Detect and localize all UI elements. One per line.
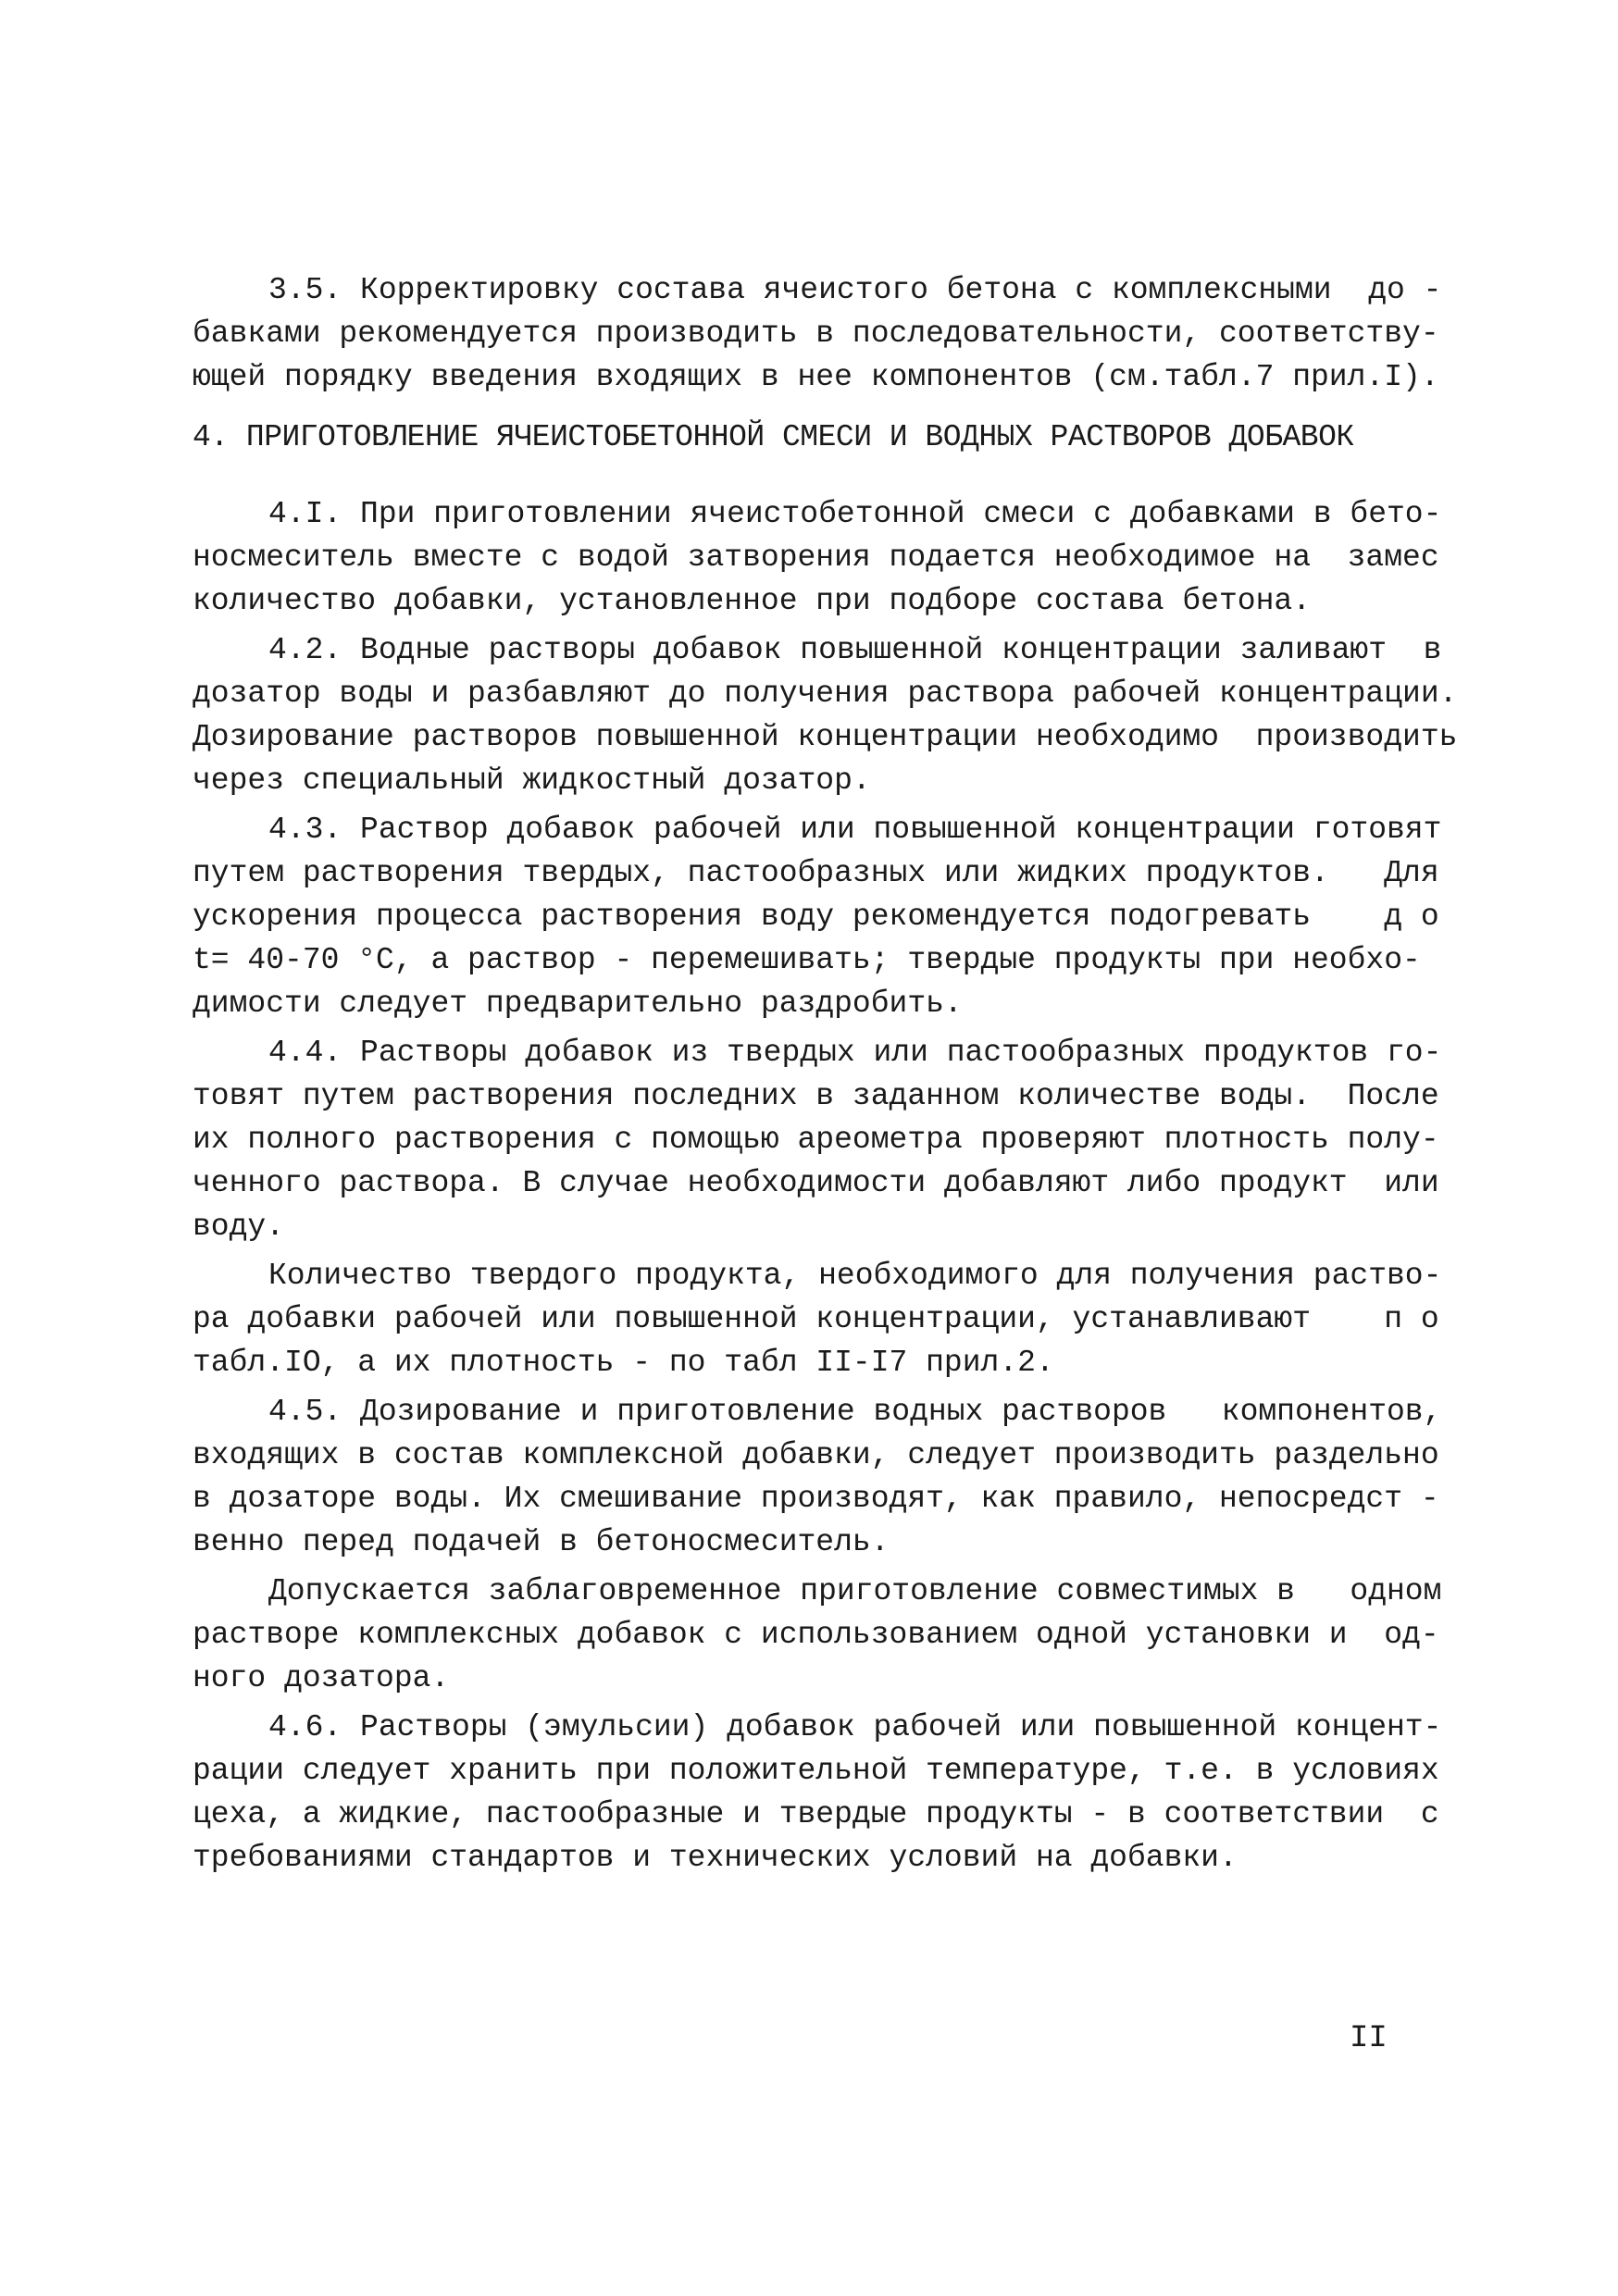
paragraph-3-5: [193, 268, 1442, 399]
text-line: 4.6. Растворы (эмульсии) добавок рабочей или повышенной концент-: [268, 1710, 1442, 1744]
text-line: носмеситель вместе с водой затворения подается необходимое на замес: [193, 540, 1439, 575]
paragraph-4-3: [193, 808, 1442, 1025]
text-line: ра добавки рабочей или повышенной концентрации, устанавливают п о: [193, 1302, 1439, 1336]
text-line: входящих в состав комплексной добавки, следует производить раздельно: [193, 1438, 1439, 1472]
paragraph-4-2: [193, 628, 1458, 802]
text-line: димости следует предварительно раздробить.: [193, 987, 963, 1021]
text-line: бавками рекомендуется производить в последовательности, соответству-: [193, 316, 1439, 351]
text-line: через специальный жидкостный дозатор.: [193, 763, 871, 798]
text-line: их полного растворения с помощью ареометра проверяют плотность полу-: [193, 1123, 1439, 1157]
text-line: в дозаторе воды. Их смешивание производят, как правило, непосредст -: [193, 1482, 1439, 1516]
text-line: товят путем растворения последних в заданном количестве воды. После: [193, 1079, 1439, 1113]
paragraph-4-4-continued: [193, 1254, 1442, 1384]
text-line: ного дозатора.: [193, 1661, 450, 1695]
text-line: 3.5. Корректировку состава ячеистого бетона с комплексными до -: [268, 273, 1442, 307]
text-line: венно перед подачей в бетоносмеситель.: [193, 1525, 890, 1559]
paragraph-4-5: [193, 1390, 1442, 1564]
text-line: 4.3. Раствор добавок рабочей или повышенной концентрации готовят: [268, 813, 1442, 847]
text-line: Допускается заблаговременное приготовление совместимых в одном: [268, 1574, 1442, 1608]
text-line: требованиями стандартов и технических условий на добавки.: [193, 1841, 1238, 1875]
text-line: t= 40-70 °С, а раствор - перемешивать; твердые продукты при необхо-: [193, 943, 1421, 977]
text-line: 4.4. Растворы добавок из твердых или пастообразных продуктов го-: [268, 1036, 1442, 1070]
page-number: II: [1350, 2021, 1388, 2056]
paragraph-4-1: [193, 492, 1442, 623]
text-line: ченного раствора. В случае необходимости добавляют либо продукт или: [193, 1166, 1439, 1200]
text-line: дозатор воды и разбавляют до получения раствора рабочей концентрации.: [193, 676, 1458, 711]
paragraph-4-5-continued: [193, 1570, 1442, 1700]
text-line: Количество твердого продукта, необходимого для получения раство-: [268, 1259, 1442, 1293]
text-line: ющей порядку введения входящих в нее компонентов (см.табл.7 прил.I).: [193, 360, 1439, 394]
text-line: растворе комплексных добавок с использованием одной установки и од-: [193, 1618, 1439, 1652]
text-line: 4.2. Водные растворы добавок повышенной концентрации заливают в: [268, 633, 1442, 667]
paragraph-4-4: [193, 1031, 1442, 1248]
text-line: цеха, а жидкие, пастообразные и твердые продукты - в соответствии с: [193, 1797, 1439, 1831]
text-line: Дозирование растворов повышенной концентрации необходимо производить: [193, 720, 1458, 754]
text-line: рации следует хранить при положительной температуре, т.е. в условиях: [193, 1754, 1439, 1788]
text-line: воду.: [193, 1210, 285, 1244]
text-line: ускорения процесса растворения воду рекомендуется подогревать д о: [193, 900, 1439, 934]
paragraph-4-6: [193, 1706, 1442, 1880]
text-line: количество добавки, установленное при подборе состава бетона.: [193, 584, 1311, 618]
text-line: 4.5. Дозирование и приготовление водных растворов компонентов,: [268, 1395, 1442, 1429]
text-line: путем растворения твердых, пастообразных или жидких продуктов. Для: [193, 856, 1439, 890]
text-line: табл.IO, а их плотность - по табл II-I7 прил.2.: [193, 1346, 1054, 1380]
section-heading: 4. ПРИГОТОВЛЕНИЕ ЯЧЕИСТОБЕТОННОЙ СМЕСИ И ВОДНЫХ РАСТВОРОВ ДОБАВОК: [193, 420, 1354, 454]
text-line: 4.I. При приготовлении ячеистобетонной смеси с добавками в бето-: [268, 497, 1442, 531]
document-page: [193, 268, 1458, 1885]
